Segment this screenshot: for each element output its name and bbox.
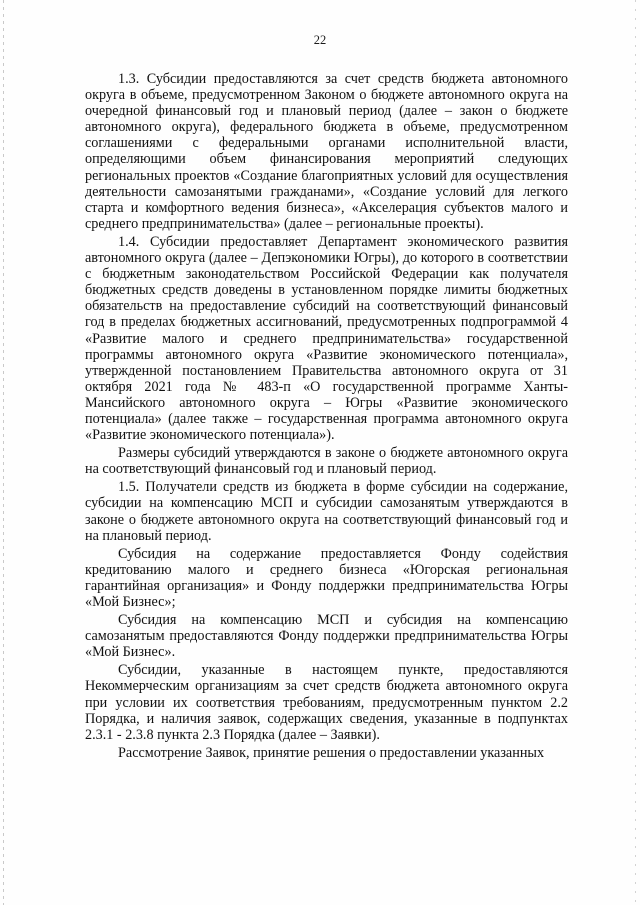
- paragraph-application-review: Рассмотрение Заявок, принятие решения о предоставлении указанных: [118, 744, 545, 761]
- paragraph-1-3: 1.3. Субсидии предоставляются за счет средств бюджета автономного округа в объеме, предусмотренном Законом о бюджете автономного округа на очередной финансовый год и плановый период (далее – закон о бюджете автономного округа), федерального бюджета в объеме, предусмотренном соглашениями с федеральными органами исполнительной власти, определяющими объем финансирования мероприятий следующих региональных проектов «Создание благоприятных условий для осуществления деятельности самозанятыми гражданами», «Создание условий для легкого старта и комфортного ведения бизнеса», «Акселерация субъектов малого и среднего предпринимательства» (далее – региональные проекты).: [85, 71, 568, 232]
- scan-edge-left: [3, 0, 4, 905]
- document-body: [85, 71, 568, 763]
- paragraph-1-5: 1.5. Получатели средств из бюджета в форме субсидии на содержание, субсидии на компенсацию МСП и субсидии самозанятым утверждаются в законе о бюджете автономного округа на соответствующий финансовый год и на плановый период.: [85, 479, 568, 544]
- paragraph-compensation-subsidy: Субсидия на компенсацию МСП и субсидия на компенсацию самозанятым предоставляются Фонду поддержки предпринимательства Югры «Мой Бизнес».: [85, 612, 568, 661]
- paragraph-subsidy-conditions: Субсидии, указанные в настоящем пункте, предоставляются Некоммерческим организациям за счет средств бюджета автономного округа при условии их соответствия требованиям, предусмотренным пунктом 2.2 Порядка, и наличия заявок, содержащих сведения, указанные в подпунктах 2.3.1 - 2.3.8 пункта 2.3 Порядка (далее – Заявки).: [85, 662, 568, 743]
- page-number: 22: [313, 33, 327, 47]
- paragraph-1-4: 1.4. Субсидии предоставляет Департамент экономического развития автономного округа (далее – Депэкономики Югры), до которого в соответствии с бюджетным законодательством Российской Федерации как получателя бюджетных средств доведены в установленном порядке лимиты бюджетных обязательств на предоставление субсидий на соответствующий финансовый год в пределах бюджетных ассигнований, предусмотренных подпрограммой 4 «Развитие малого и среднего предпринимательства» государственной программы автономного округа «Развитие экономического потенциала», утвержденной постановлением Правительства автономного округа от 31 октября 2021 года № 483-п «О государственной программе Ханты-Мансийского автономного округа – Югры «Развитие экономического потенциала» (далее также – государственная программа автономного округа «Развитие экономического потенциала»).: [85, 233, 568, 444]
- paragraph-maintenance-subsidy: Субсидия на содержание предоставляется Фонду содействия кредитованию малого и среднего бизнеса «Югорская региональная гарантийная организация» и Фонду поддержки предпринимательства Югры «Мой Бизнес»;: [85, 545, 568, 610]
- paragraph-subsidy-amounts: Размеры субсидий утверждаются в законе о бюджете автономного округа на соответствующий финансовый год и плановый период.: [85, 445, 568, 478]
- scan-edge-right: [635, 0, 636, 905]
